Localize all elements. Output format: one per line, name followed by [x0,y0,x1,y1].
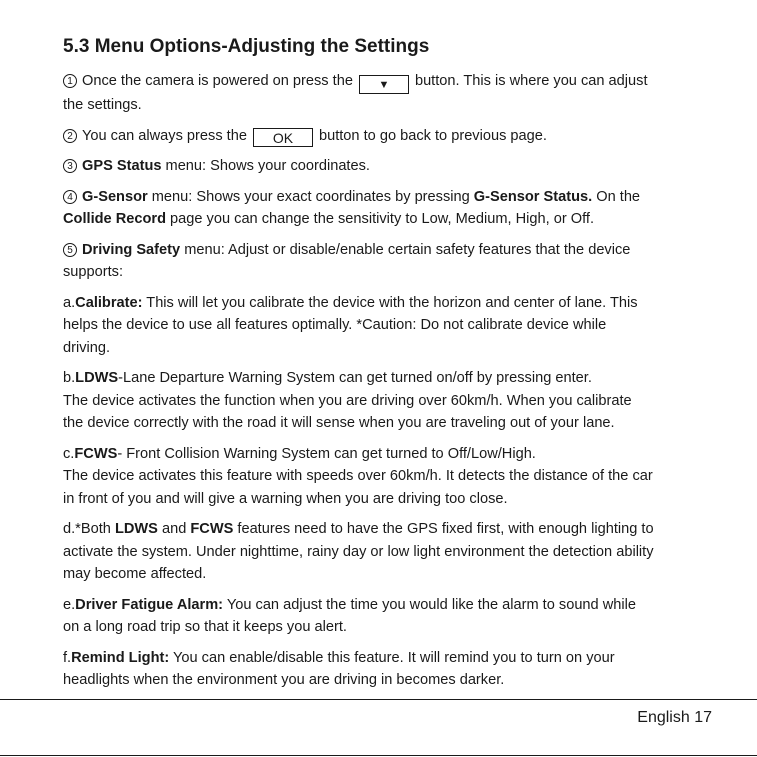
step-1 [63,70,703,117]
item-b-bold: LDWS [75,370,119,386]
step-3 [63,155,703,178]
down-arrow-key-icon: ▼ [359,75,409,94]
step-4-text-1: menu: Shows your exact coordinates by pressing [147,188,474,205]
item-d-text-2: and [157,521,191,537]
document-body [63,70,703,700]
footer-divider-bottom [0,755,757,756]
item-a-prefix: a. [63,294,76,311]
item-e-line1: You can adjust the time you would like the alarm to sound while [223,596,636,613]
circled-number-2: 2 [63,129,77,143]
footer-divider-top [0,699,757,700]
step-4-line2 [63,208,703,231]
step-1-text-after: button. This is where you can adjust [414,73,648,89]
item-d [63,518,703,586]
circled-number-1: 1 [63,74,77,88]
item-b-line2: The device activates the function when you are driving over 60km/h. When you calibrate [63,392,632,409]
item-a [63,292,703,360]
step-3-bold: GPS Status [82,158,162,174]
step-2-text-after: button to go back to previous page. [318,127,547,144]
step-1-text-line2: the settings. [63,97,142,113]
item-f-line1: You can enable/disable this feature. It will remind you to turn on your [169,649,615,666]
step-4-bold-3: Collide Record [63,211,166,227]
item-c-prefix: c. [63,445,75,462]
item-b-prefix: b. [63,370,76,386]
step-5-text-line2: supports: [63,264,124,280]
step-1-text-before: Once the camera is powered on press the [82,73,353,89]
item-b-line1: -Lane Departure Warning System can get turned on/off by pressing enter. [118,370,592,386]
step-5 [63,239,703,284]
step-4-text-3: page you can change the sensitivity to Low, Medium, High, or Off. [165,211,595,227]
item-d-line2: activate the system. Under nighttime, rainy day or low light environment the detection ability [63,543,654,560]
step-2-text-before: You can always press the [82,127,247,144]
ok-key-icon: OK [253,128,313,147]
item-b-line3: the device correctly with the road it will sense when you are traveling out of your lane. [63,415,615,431]
circled-number-5: 5 [63,243,77,257]
item-d-text-3: features need to have the GPS fixed first, with enough lighting to [233,521,654,537]
item-f-line2: headlights when the environment you are driving in becomes darker. [63,672,505,688]
item-f-prefix: f. [63,649,72,666]
step-4 [63,186,703,231]
step-3-text: menu: Shows your coordinates. [161,158,370,174]
item-a-line3: driving. [63,339,111,356]
item-c-line1: - Front Collision Warning System can get turned to Off/Low/High. [117,445,536,462]
step-5-bold: Driving Safety [82,241,181,258]
item-a-line2: helps the device to use all features optimally. *Caution: Do not calibrate device while [63,317,607,333]
page-title: 5.3 Menu Options-Adjusting the Settings [63,36,430,57]
item-c [63,443,703,511]
step-4-bold-1: G-Sensor [82,188,148,205]
item-d-line3: may become affected. [63,566,207,582]
circled-number-3: 3 [63,159,77,173]
item-a-bold: Calibrate: [75,294,143,311]
item-e-line2: on a long road trip so that it keeps you alert. [63,619,347,635]
page-number: English 17 [637,709,712,726]
step-2 [63,125,703,148]
item-e [63,594,703,639]
item-c-line2: The device activates this feature with speeds over 60km/h. It detects the distance of the car [63,468,653,484]
circled-number-4: 4 [63,190,77,204]
step-4-text-2: On the [592,188,641,205]
item-d-bold-2: FCWS [190,521,234,537]
item-e-prefix: e. [63,596,76,613]
item-a-line1: This will let you calibrate the device with the horizon and center of lane. This [142,294,638,311]
item-f-bold: Remind Light: [71,649,170,666]
item-c-line3: in front of you and will give a warning when you are driving too close. [63,490,508,507]
item-d-text-1: *Both [75,521,115,537]
item-d-prefix: d. [63,521,76,537]
item-d-bold-1: LDWS [114,521,158,537]
item-e-bold: Driver Fatigue Alarm: [75,596,224,613]
item-c-bold: FCWS [74,445,118,462]
item-b [63,367,703,435]
item-f [63,647,703,692]
step-5-text: menu: Adjust or disable/enable certain safety features that the device [180,241,631,258]
step-4-bold-2: G-Sensor Status. [473,188,593,205]
